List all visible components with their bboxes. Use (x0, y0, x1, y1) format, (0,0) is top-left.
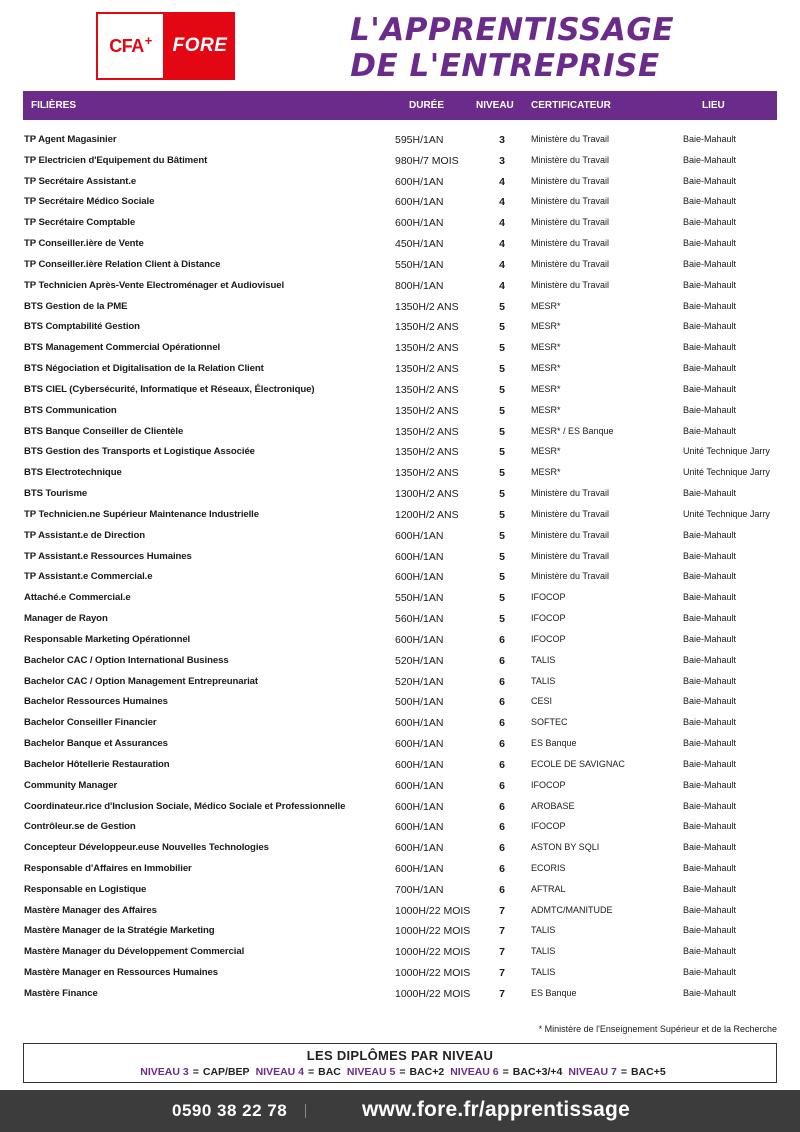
cell-filiere: Mastère Manager du Développement Commercial (24, 946, 245, 958)
cell-certificateur: ADMTC/MANITUDE (531, 904, 613, 915)
cell-lieu: Baie-Mahault (683, 633, 737, 644)
cell-duree: 1350H/2 ANS (395, 363, 459, 376)
table-row (0, 151, 800, 172)
cell-certificateur: Ministère du Travail (531, 154, 610, 165)
cell-niveau: 5 (499, 425, 505, 438)
table-row (0, 755, 800, 776)
cell-certificateur: MESR* / ES Banque (531, 425, 614, 436)
cell-certificateur: Ministère du Travail (531, 217, 610, 228)
cell-niveau: 4 (499, 238, 505, 251)
cell-duree: 450H/1AN (395, 238, 444, 251)
table-row (0, 692, 800, 713)
cell-duree: 1350H/2 ANS (395, 300, 459, 313)
cell-niveau: 6 (499, 696, 505, 709)
table-row (0, 859, 800, 880)
table-row (0, 276, 800, 297)
cell-lieu: Baie-Mahault (683, 488, 737, 499)
cell-certificateur: Ministère du Travail (531, 488, 610, 499)
cell-duree: 560H/1AN (395, 613, 444, 626)
cell-duree: 550H/1AN (395, 258, 444, 271)
cell-filiere: BTS Banque Conseiller de Clientèle (24, 425, 184, 437)
footer (0, 1090, 800, 1132)
table-row (0, 463, 800, 484)
cell-niveau: 7 (499, 925, 505, 938)
cell-filiere: TP Conseiller.ière Relation Client à Distance (24, 258, 221, 270)
table-row (0, 609, 800, 630)
cell-niveau: 4 (499, 175, 505, 188)
cfa-fore-logo (96, 12, 235, 80)
cell-filiere: BTS Gestion de la PME (24, 300, 128, 312)
cell-duree: 600H/1AN (395, 758, 444, 771)
cell-duree: 1300H/2 ANS (395, 488, 459, 501)
cell-lieu: Unité Technique Jarry (683, 446, 770, 457)
cell-certificateur: Ministère du Travail (531, 258, 610, 269)
cell-lieu: Baie-Mahault (683, 758, 737, 769)
cell-duree: 1000H/22 MOIS (395, 925, 471, 938)
cell-lieu: Baie-Mahault (683, 300, 737, 311)
table-row (0, 359, 800, 380)
table-row (0, 838, 800, 859)
cell-filiere: TP Electricien d'Equipement du Bâtiment (24, 154, 208, 166)
cell-lieu: Baie-Mahault (683, 404, 737, 415)
cell-duree: 595H/1AN (395, 134, 444, 146)
cell-certificateur: IFOCOP (531, 821, 566, 832)
cell-filiere: BTS Gestion des Transports et Logistique Associée (24, 446, 255, 458)
cell-duree: 600H/1AN (395, 571, 444, 584)
cell-duree: 980H/7 MOIS (395, 154, 459, 167)
cell-filiere: TP Assistant.e de Direction (24, 529, 145, 541)
cell-certificateur: SOFTEC (531, 717, 568, 728)
cell-filiere: BTS Tourisme (24, 488, 88, 500)
cell-certificateur: AROBASE (531, 800, 575, 811)
cell-lieu: Baie-Mahault (683, 529, 737, 540)
cell-niveau: 4 (499, 279, 505, 292)
cell-niveau: 4 (499, 217, 505, 230)
cell-niveau: 7 (499, 987, 505, 1000)
cell-filiere: Responsable Marketing Opérationnel (24, 633, 191, 645)
cell-lieu: Baie-Mahault (683, 238, 737, 249)
cell-duree: 1350H/2 ANS (395, 383, 459, 396)
table-row (0, 130, 800, 151)
cell-filiere: Mastère Manager des Affaires (24, 904, 157, 916)
cell-duree: 600H/1AN (395, 800, 444, 813)
cell-niveau: 5 (499, 613, 505, 626)
cell-duree: 1350H/2 ANS (395, 342, 459, 355)
website-link[interactable]: www.fore.fr/apprentissage (362, 1098, 630, 1121)
level-value: BAC+2 (409, 1066, 445, 1078)
cell-certificateur: IFOCOP (531, 592, 566, 603)
table-row (0, 963, 800, 984)
table-row (0, 192, 800, 213)
cell-certificateur: TALIS (531, 925, 556, 936)
cell-certificateur: TALIS (531, 654, 556, 665)
cell-certificateur: MESR* (531, 446, 561, 457)
cell-niveau: 7 (499, 946, 505, 959)
cell-niveau: 6 (499, 800, 505, 813)
header-duree: DURÉE (409, 100, 445, 111)
cell-duree: 600H/1AN (395, 217, 444, 230)
level-value: BAC+5 (630, 1066, 666, 1078)
cell-niveau: 3 (499, 154, 505, 167)
table-row (0, 630, 800, 651)
cell-duree: 600H/1AN (395, 717, 444, 730)
cell-filiere: BTS Management Commercial Opérationnel (24, 342, 221, 354)
cell-niveau: 5 (499, 383, 505, 396)
table-row (0, 942, 800, 963)
cell-duree: 600H/1AN (395, 779, 444, 792)
cell-certificateur: CESI (531, 696, 553, 707)
cell-certificateur: MESR* (531, 300, 561, 311)
cell-niveau: 3 (499, 134, 505, 146)
level-equals: = (308, 1066, 315, 1078)
cell-duree: 600H/1AN (395, 633, 444, 646)
cell-niveau: 5 (499, 508, 505, 521)
cell-lieu: Baie-Mahault (683, 883, 737, 894)
cell-certificateur: Ministère du Travail (531, 571, 610, 582)
cell-niveau: 5 (499, 404, 505, 417)
cell-filiere: Concepteur Développeur.euse Nouvelles Technologies (24, 842, 269, 854)
cell-certificateur: MESR* (531, 342, 561, 353)
cell-filiere: BTS Communication (24, 404, 117, 416)
cell-duree: 1350H/2 ANS (395, 467, 459, 480)
cell-filiere: Contrôleur.se de Gestion (24, 821, 136, 833)
cell-duree: 600H/1AN (395, 550, 444, 563)
cell-lieu: Unité Technique Jarry (683, 508, 770, 519)
cell-filiere: Coordinateur.rice d'Inclusion Sociale, Médico Sociale et Professionnelle (24, 800, 346, 812)
table-row (0, 713, 800, 734)
cell-lieu: Baie-Mahault (683, 675, 737, 686)
cell-filiere: Bachelor CAC / Option International Business (24, 654, 229, 666)
cell-niveau: 6 (499, 633, 505, 646)
cell-niveau: 5 (499, 529, 505, 542)
cell-duree: 1000H/22 MOIS (395, 904, 471, 917)
table-row (0, 505, 800, 526)
cell-duree: 1350H/2 ANS (395, 446, 459, 459)
cell-certificateur: IFOCOP (531, 613, 566, 624)
cell-niveau: 6 (499, 821, 505, 834)
level-label: NIVEAU 6 (450, 1066, 499, 1078)
cell-duree: 1000H/22 MOIS (395, 946, 471, 959)
cell-niveau: 5 (499, 363, 505, 376)
cell-filiere: Responsable d'Affaires en Immobilier (24, 862, 192, 874)
cell-filiere: Bachelor Ressources Humaines (24, 696, 168, 708)
cell-lieu: Baie-Mahault (683, 363, 737, 374)
diplomas-box (23, 1043, 777, 1083)
cell-filiere: Mastère Manager en Ressources Humaines (24, 967, 219, 979)
cell-filiere: TP Secrétaire Comptable (24, 217, 136, 229)
cell-lieu: Baie-Mahault (683, 613, 737, 624)
cell-certificateur: Ministère du Travail (531, 279, 610, 290)
cell-duree: 600H/1AN (395, 821, 444, 834)
cell-filiere: Responsable en Logistique (24, 883, 147, 895)
table-row (0, 547, 800, 568)
cell-lieu: Baie-Mahault (683, 550, 737, 561)
cell-certificateur: IFOCOP (531, 779, 566, 790)
table-header (23, 91, 777, 120)
cell-lieu: Baie-Mahault (683, 154, 737, 165)
diplomas-title: LES DIPLÔMES PAR NIVEAU (306, 1048, 494, 1063)
cell-niveau: 6 (499, 842, 505, 855)
cell-duree: 600H/1AN (395, 175, 444, 188)
cell-lieu: Baie-Mahault (683, 279, 737, 290)
level-value: BAC (318, 1066, 341, 1078)
cell-duree: 600H/1AN (395, 842, 444, 855)
header-certificateur: CERTIFICATEUR (531, 100, 611, 111)
cell-niveau: 6 (499, 717, 505, 730)
cell-duree: 1350H/2 ANS (395, 404, 459, 417)
cell-filiere: BTS CIEL (Cybersécurité, Informatique et Réseaux, Électronique) (24, 383, 315, 395)
cell-lieu: Baie-Mahault (683, 862, 737, 873)
cell-duree: 550H/1AN (395, 592, 444, 605)
cell-niveau: 6 (499, 779, 505, 792)
cell-filiere: Mastère Manager de la Stratégie Marketing (24, 925, 215, 937)
logo-fore-text: FORE (172, 35, 228, 56)
cell-filiere: Bachelor CAC / Option Management Entrepreunariat (24, 675, 259, 687)
level-equals: = (192, 1066, 199, 1078)
cell-niveau: 5 (499, 550, 505, 563)
footnote: * Ministère de l'Enseignement Supérieur et de la Recherche (538, 1024, 777, 1034)
cell-certificateur: TALIS (531, 946, 556, 957)
cell-niveau: 6 (499, 883, 505, 896)
cell-certificateur: Ministère du Travail (531, 508, 610, 519)
cell-duree: 1350H/2 ANS (395, 425, 459, 438)
cell-niveau: 5 (499, 571, 505, 584)
logo-cfa-block (96, 12, 165, 80)
cell-duree: 1000H/22 MOIS (395, 967, 471, 980)
cell-certificateur: ES Banque (531, 987, 577, 998)
cell-certificateur: Ministère du Travail (531, 529, 610, 540)
cell-duree: 600H/1AN (395, 196, 444, 209)
cell-certificateur: ECOLE DE SAVIGNAC (531, 758, 625, 769)
cell-filiere: Community Manager (24, 779, 118, 791)
level-label: NIVEAU 3 (140, 1066, 189, 1078)
cell-certificateur: TALIS (531, 675, 556, 686)
formations-table (0, 130, 800, 1005)
table-row (0, 401, 800, 422)
cell-filiere: TP Secrétaire Médico Sociale (24, 196, 155, 208)
cell-duree: 800H/1AN (395, 279, 444, 292)
cell-lieu: Baie-Mahault (683, 321, 737, 332)
cell-certificateur: Ministère du Travail (531, 175, 610, 186)
cell-lieu: Baie-Mahault (683, 342, 737, 353)
table-row (0, 234, 800, 255)
diplomas-levels (24, 1066, 776, 1078)
cell-lieu: Baie-Mahault (683, 175, 737, 186)
cell-filiere: BTS Comptabilité Gestion (24, 321, 140, 333)
cell-duree: 1200H/2 ANS (395, 508, 459, 521)
level-label: NIVEAU 4 (255, 1066, 304, 1078)
cell-niveau: 5 (499, 446, 505, 459)
cell-lieu: Baie-Mahault (683, 217, 737, 228)
cell-certificateur: MESR* (531, 321, 561, 332)
phone-number[interactable]: 0590 38 22 78 (172, 1101, 288, 1120)
cell-filiere: Attaché.e Commercial.e (24, 592, 131, 604)
cell-filiere: TP Assistant.e Ressources Humaines (24, 550, 192, 562)
cell-lieu: Baie-Mahault (683, 904, 737, 915)
cell-duree: 600H/1AN (395, 862, 444, 875)
title-line-2: DE L'ENTREPRISE (350, 48, 660, 84)
page-title (350, 12, 675, 84)
table-row (0, 588, 800, 609)
table-row (0, 797, 800, 818)
table-row (0, 172, 800, 193)
table-row (0, 422, 800, 443)
cell-lieu: Baie-Mahault (683, 821, 737, 832)
cell-filiere: Manager de Rayon (24, 613, 108, 625)
cell-filiere: TP Secrétaire Assistant.e (24, 175, 137, 187)
cell-lieu: Baie-Mahault (683, 383, 737, 394)
cell-lieu: Baie-Mahault (683, 425, 737, 436)
cell-lieu: Baie-Mahault (683, 800, 737, 811)
level-equals: = (502, 1066, 509, 1078)
cell-lieu: Baie-Mahault (683, 134, 737, 144)
cell-filiere: Bachelor Conseiller Financier (24, 717, 157, 729)
table-row (0, 651, 800, 672)
cell-duree: 700H/1AN (395, 883, 444, 896)
cell-filiere: Bachelor Banque et Assurances (24, 738, 168, 750)
cell-niveau: 5 (499, 592, 505, 605)
cell-filiere: Bachelor Hôtellerie Restauration (24, 758, 170, 770)
cell-niveau: 7 (499, 967, 505, 980)
cell-niveau: 5 (499, 321, 505, 334)
cell-filiere: TP Technicien Après-Vente Electroménager et Audiovisuel (24, 279, 285, 291)
level-label: NIVEAU 5 (346, 1066, 396, 1078)
cell-certificateur: ECORIS (531, 862, 566, 873)
cell-lieu: Baie-Mahault (683, 738, 737, 749)
table-row (0, 213, 800, 234)
table-row (0, 380, 800, 401)
cell-lieu: Baie-Mahault (683, 571, 737, 582)
cell-niveau: 6 (499, 758, 505, 771)
cell-lieu: Baie-Mahault (683, 717, 737, 728)
cell-lieu: Baie-Mahault (683, 592, 737, 603)
cell-lieu: Baie-Mahault (683, 946, 737, 957)
cell-niveau: 6 (499, 654, 505, 667)
cell-niveau: 5 (499, 488, 505, 501)
cell-certificateur: IFOCOP (531, 633, 566, 644)
cell-lieu: Baie-Mahault (683, 842, 737, 853)
cell-lieu: Baie-Mahault (683, 987, 737, 998)
cell-certificateur: Ministère du Travail (531, 550, 610, 561)
cell-duree: 520H/1AN (395, 654, 444, 667)
cell-certificateur: ES Banque (531, 738, 577, 749)
cell-filiere: BTS Négociation et Digitalisation de la Relation Client (24, 363, 264, 375)
cell-niveau: 5 (499, 300, 505, 313)
footer-divider (305, 1104, 306, 1118)
level-equals: = (620, 1066, 627, 1078)
cell-filiere: TP Assistant.e Commercial.e (24, 571, 153, 583)
level-value: BAC+3/+4 (512, 1066, 563, 1078)
cell-certificateur: MESR* (531, 383, 561, 394)
cell-duree: 1350H/2 ANS (395, 321, 459, 334)
table-row (0, 567, 800, 588)
logo-plus: + (144, 32, 152, 48)
cell-certificateur: ASTON BY SQLI (531, 842, 600, 853)
cell-duree: 500H/1AN (395, 696, 444, 709)
table-row (0, 817, 800, 838)
table-row (0, 672, 800, 693)
cell-certificateur: MESR* (531, 363, 561, 374)
level-equals: = (399, 1066, 406, 1078)
cell-niveau: 7 (499, 904, 505, 917)
table-row (0, 442, 800, 463)
table-row (0, 484, 800, 505)
table-row (0, 734, 800, 755)
cell-certificateur: MESR* (531, 404, 561, 415)
logo-fore-block (165, 12, 235, 80)
cell-filiere: TP Technicien.ne Supérieur Maintenance Industrielle (24, 508, 259, 520)
table-row (0, 317, 800, 338)
cell-niveau: 6 (499, 675, 505, 688)
table-row (0, 297, 800, 318)
cell-niveau: 4 (499, 258, 505, 271)
cell-lieu: Baie-Mahault (683, 696, 737, 707)
cell-certificateur: Ministère du Travail (531, 196, 610, 207)
cell-filiere: BTS Electrotechnique (24, 467, 122, 479)
logo-cfa-text: CFA (109, 35, 144, 56)
table-row (0, 984, 800, 1005)
table-row (0, 338, 800, 359)
cell-lieu: Baie-Mahault (683, 967, 737, 978)
cell-certificateur: TALIS (531, 967, 556, 978)
cell-lieu: Baie-Mahault (683, 258, 737, 269)
title-line-1: L'APPRENTISSAGE (350, 12, 675, 48)
level-label: NIVEAU 7 (568, 1066, 617, 1078)
cell-certificateur: Ministère du Travail (531, 238, 610, 249)
level-value: CAP/BEP (202, 1066, 250, 1078)
cell-lieu: Baie-Mahault (683, 196, 737, 207)
cell-lieu: Baie-Mahault (683, 779, 737, 790)
table-row (0, 526, 800, 547)
cell-lieu: Unité Technique Jarry (683, 467, 770, 478)
cell-niveau: 6 (499, 862, 505, 875)
cell-duree: 1000H/22 MOIS (395, 987, 471, 1000)
cell-duree: 600H/1AN (395, 529, 444, 542)
table-row (0, 255, 800, 276)
cell-filiere: Mastère Finance (24, 987, 98, 999)
cell-certificateur: MESR* (531, 467, 561, 478)
table-row (0, 880, 800, 901)
cell-duree: 600H/1AN (395, 738, 444, 751)
cell-certificateur: Ministère du Travail (531, 134, 610, 144)
cell-filiere: TP Agent Magasinier (24, 134, 117, 145)
table-row (0, 776, 800, 797)
cell-niveau: 5 (499, 342, 505, 355)
cell-lieu: Baie-Mahault (683, 925, 737, 936)
header-lieu: LIEU (702, 100, 725, 111)
cell-niveau: 5 (499, 467, 505, 480)
cell-certificateur: AFTRAL (531, 883, 566, 894)
cell-duree: 520H/1AN (395, 675, 444, 688)
cell-lieu: Baie-Mahault (683, 654, 737, 665)
table-row (0, 901, 800, 922)
table-row (0, 921, 800, 942)
header-filiere: FILIÈRES (31, 100, 77, 111)
cell-niveau: 6 (499, 738, 505, 751)
cell-niveau: 4 (499, 196, 505, 209)
cell-filiere: TP Conseiller.ière de Vente (24, 238, 144, 250)
header-niveau: NIVEAU (476, 100, 514, 111)
